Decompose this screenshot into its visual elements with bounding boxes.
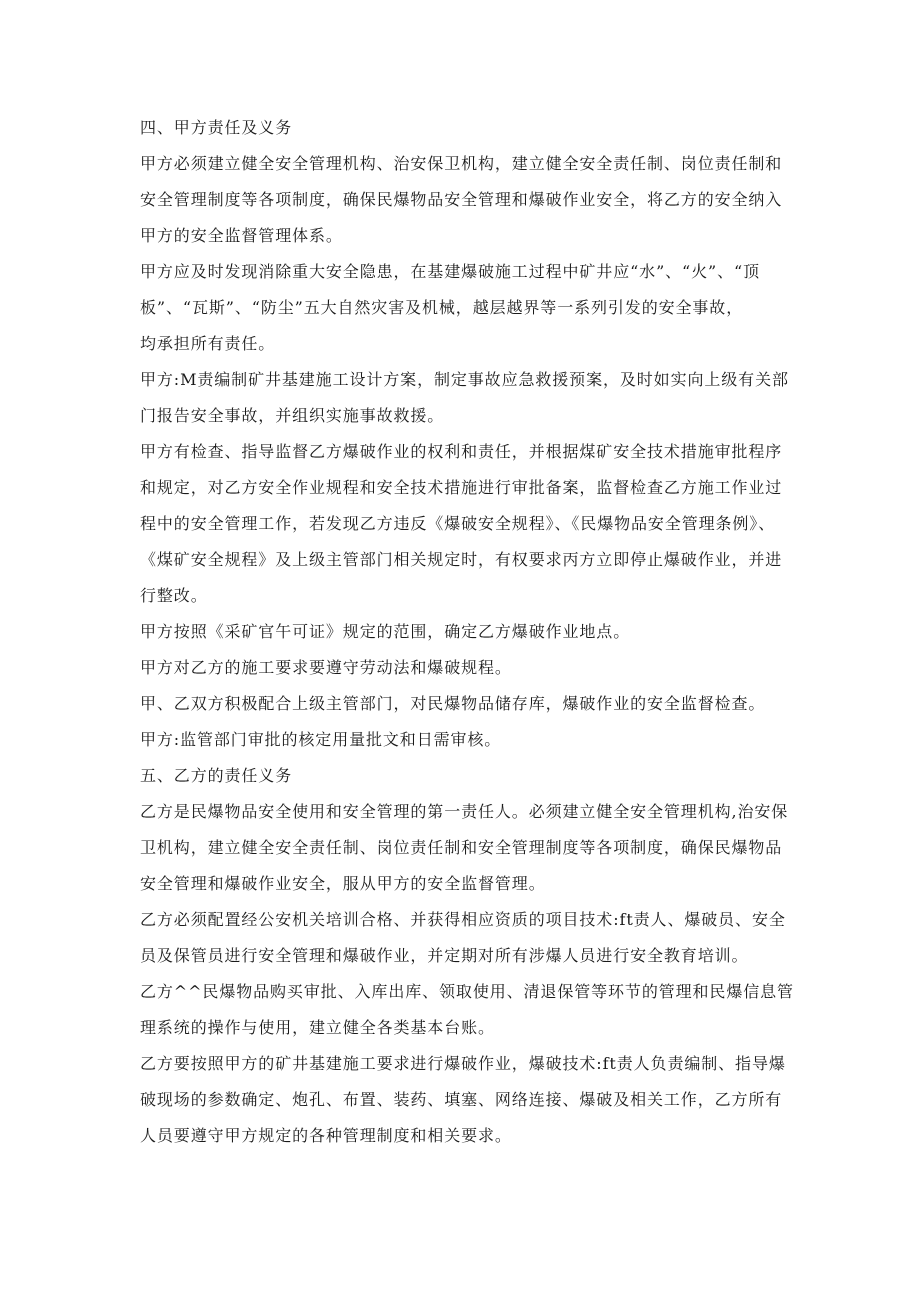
text-line: 板”、“瓦斯”、“防尘”五大自然灾害及机械，越层越界等一系列引发的安全事故，: [140, 298, 744, 317]
text-line: 安全管理制度等各项制度，确保民爆物品安全管理和爆破作业安全，将乙方的安全纳入: [140, 190, 783, 209]
text-line: 卫机构，建立健全安全责任制、岗位责任制和安全管理制度等各项制度，确保民爆物品: [140, 838, 783, 857]
text-line: 破现场的参数确定、炮孔、布置、装药、填塞、网络连接、爆破及相关工作，乙方所有: [140, 1090, 783, 1109]
text-line: 均承担所有责任。: [140, 334, 276, 353]
text-line: 乙方必须配置经公安机关培训合格、并获得相应资质的项目技术:ft责人、爆破员、安全: [140, 910, 786, 929]
section-heading-party-b: 五、乙方的责任义务: [140, 766, 293, 785]
text-line: 乙方要按照甲方的矿井基建施工要求进行爆破作业，爆破技术:ft责人负责编制、指导爆: [140, 1054, 786, 1073]
text-line: 甲方应及时发现消除重大安全隐患，在基建爆破施工过程中矿井应“水”、“火”、“顶: [140, 262, 760, 281]
text-line: 理系统的操作与使用，建立健全各类基本台账。: [140, 1018, 495, 1037]
section-heading-party-a: 四、甲方责任及义务: [140, 118, 293, 137]
text-line: 甲方必须建立健全安全管理机构、治安保卫机构，建立健全安全责任制、岗位责任制和: [140, 154, 783, 173]
text-line: 甲方:M责编制矿井基建施工设计方案，制定事故应急救援预案，及时如实向上级有关部: [140, 370, 789, 389]
text-line: 门报告安全事故，并组织实施事故救援。: [140, 406, 445, 425]
text-line: 乙方^^民爆物品购买审批、入库出库、领取使用、清退保管等环节的管理和民爆信息管: [140, 982, 794, 1001]
text-line: 员及保管员进行安全管理和爆破作业，并定期对所有涉爆人员进行安全教育培训。: [140, 946, 749, 965]
text-line: 程中的安全管理工作，若发现乙方违反《爆破安全规程》、《民爆物品安全管理条例》、: [140, 514, 776, 533]
document-body: [140, 114, 794, 1158]
text-line: 人员要遵守甲方规定的各种管理制度和相关要求。: [140, 1126, 512, 1145]
text-line: 甲方按照《采矿官午可证》规定的范围，确定乙方爆破作业地点。: [140, 622, 631, 641]
text-line: 行整改。: [140, 586, 208, 605]
text-line: 和规定，对乙方安全作业规程和安全技术措施进行审批备案，监督检查乙方施工作业过: [140, 478, 783, 497]
text-line: 《煤矿安全规程》及上级主管部门相关规定时，有权要求丙方立即停止爆破作业，并进: [140, 550, 783, 569]
text-line: 甲、乙双方积极配合上级主管部门，对民爆物品储存库，爆破作业的安全监督检查。: [140, 694, 766, 713]
text-line: 甲方的安全监督管理体系。: [140, 226, 343, 245]
text-line: 安全管理和爆破作业安全，服从甲方的安全监督管理。: [140, 874, 546, 893]
text-line: 甲方有检查、指导监督乙方爆破作业的权利和责任，并根据煤矿安全技术措施审批程序: [140, 442, 783, 461]
text-line: 甲方对乙方的施工要求要遵守劳动法和爆破规程。: [140, 658, 512, 677]
text-line: 甲方:监管部门审批的核定用量批文和日需审核。: [140, 730, 502, 749]
text-line: 乙方是民爆物品安全使用和安全管理的第一责任人。必须建立健全安全管理机构,治安保: [140, 802, 789, 821]
